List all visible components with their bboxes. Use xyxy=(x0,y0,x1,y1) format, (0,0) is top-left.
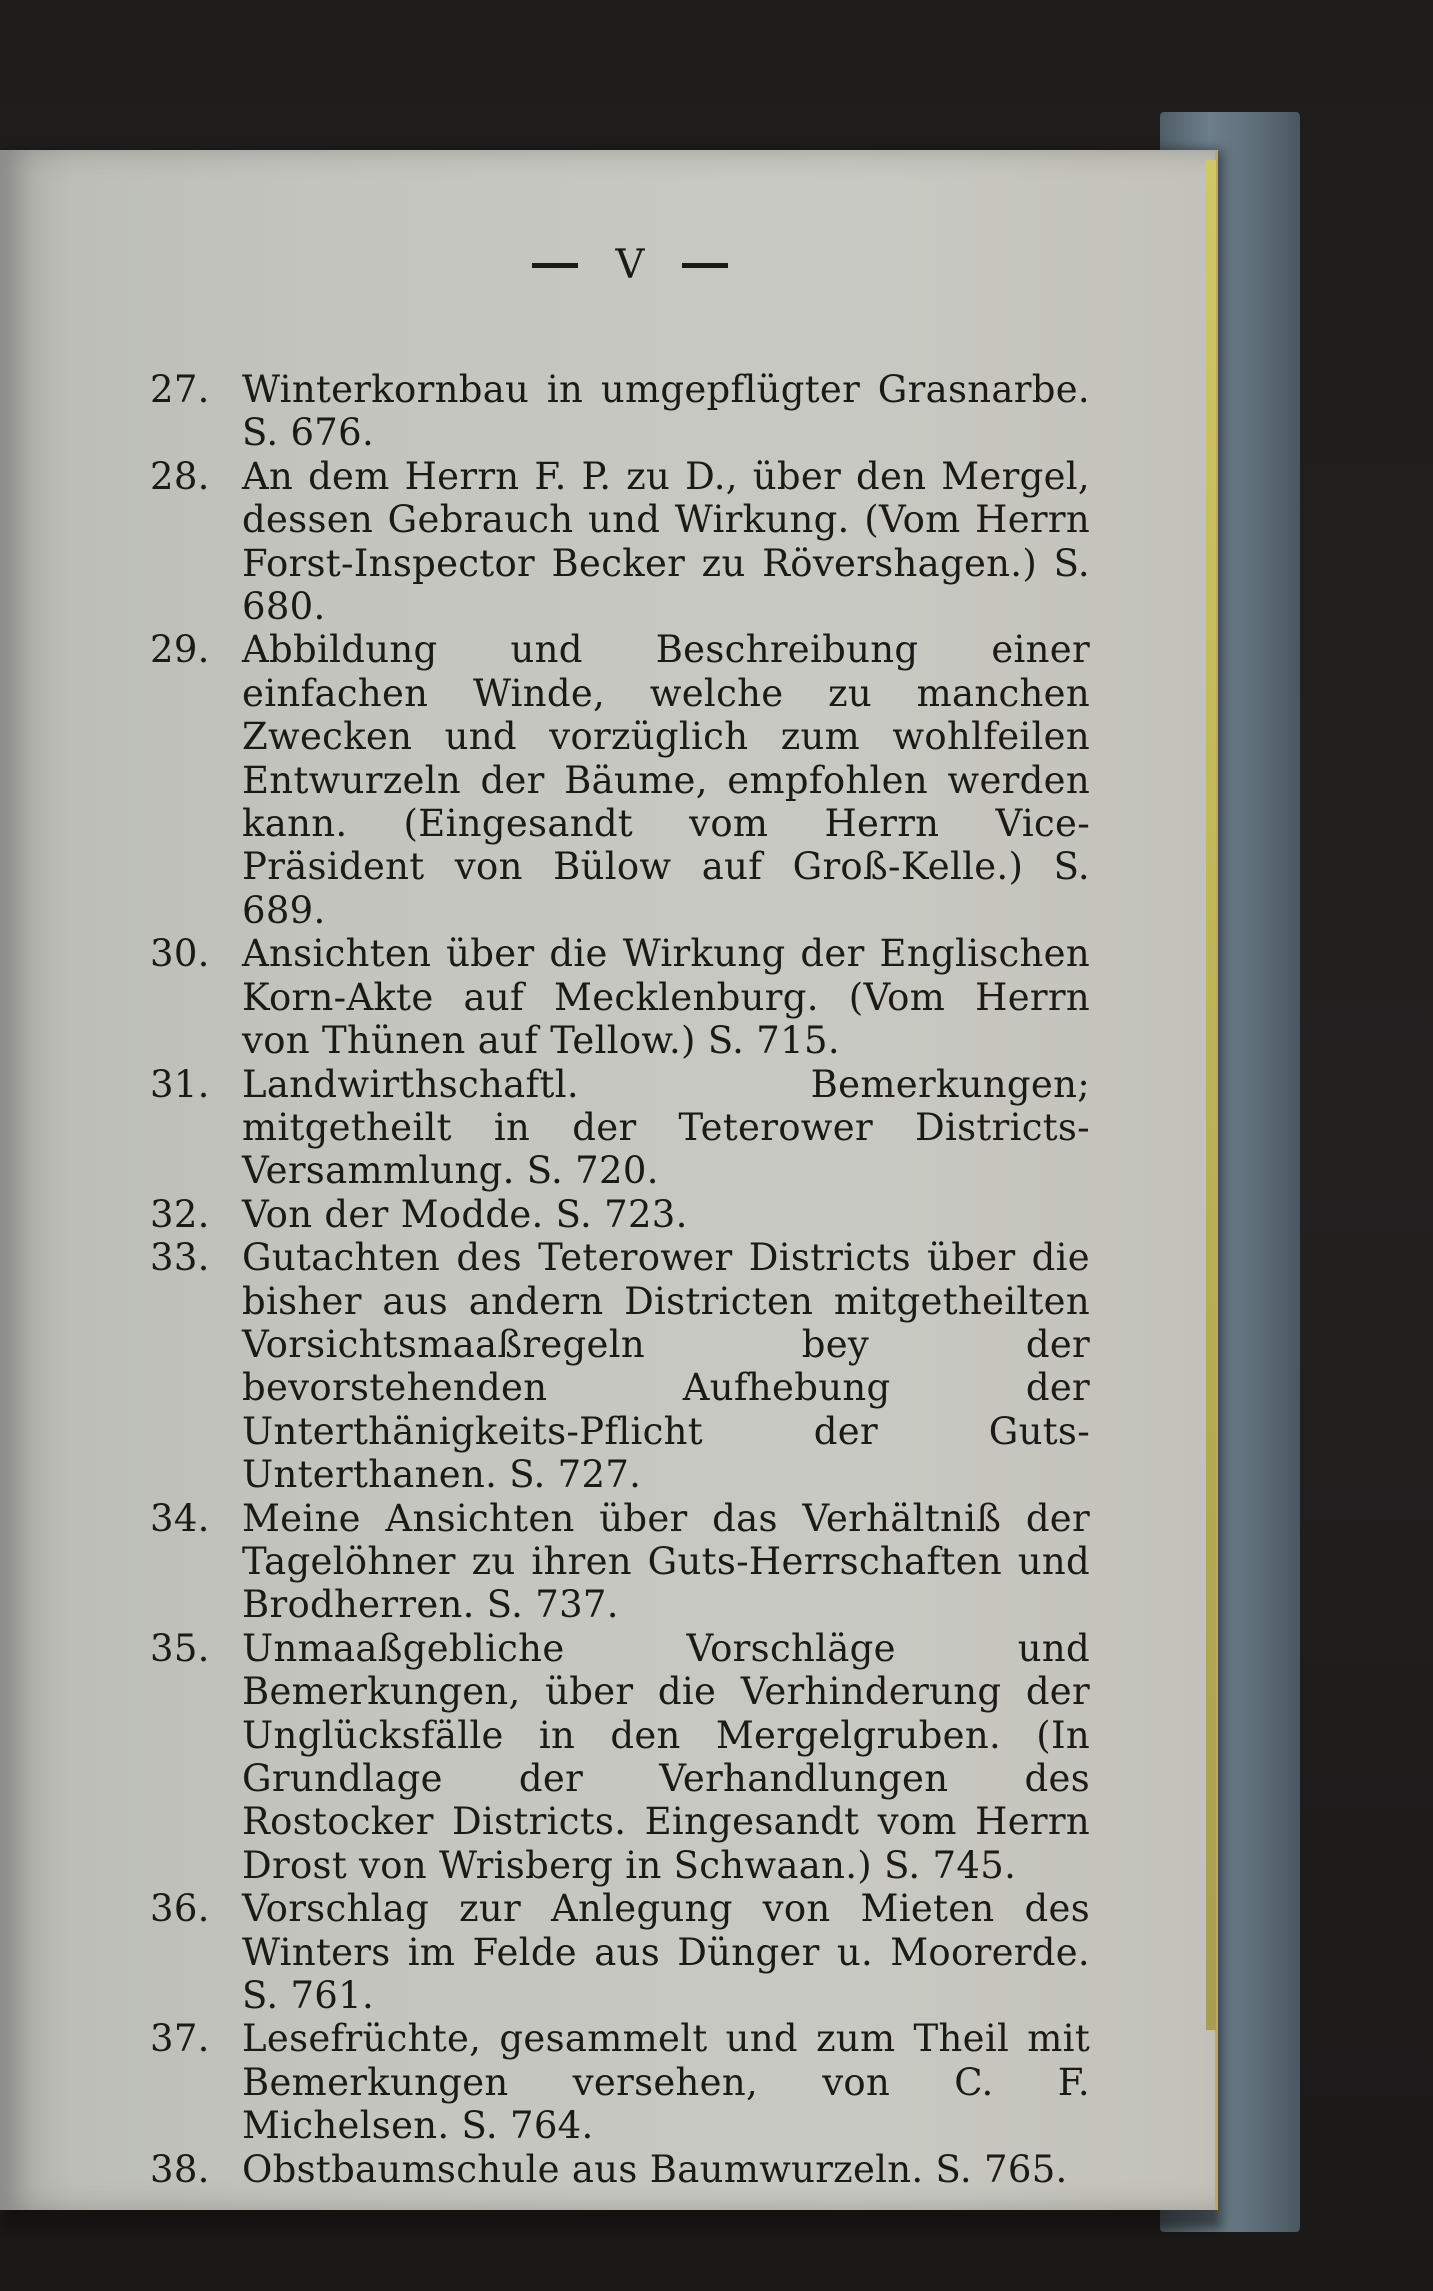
entry-title: An dem Herrn F. P. zu D., über den Mergel, dessen Gebrauch und Wirkung. (Vom Herrn Forst-Inspector Becker zu Rövershagen.) S. 680. xyxy=(242,454,1090,629)
contents-entry xyxy=(150,2017,1090,2147)
contents-entry xyxy=(150,1063,1090,1193)
contents-list xyxy=(150,368,1090,2191)
entry-title: Obstbaumschule aus Baumwurzeln. S. 765. xyxy=(242,2147,1068,2191)
header-rule-left xyxy=(532,263,578,268)
entry-title: Gutachten des Teterower Districts über die bisher aus andern Districten mitgetheilten Vorsichtsmaaßregeln bey der bevorstehenden Aufhebung der Unterthänigkeits-Pflicht der Guts-Unterthanen. S. 727. xyxy=(242,1236,1090,1497)
entry-number: 32. xyxy=(150,1192,210,1236)
contents-entry xyxy=(150,1193,1090,1236)
entry-number: 36. xyxy=(150,1887,210,1931)
entry-title: Lesefrüchte, gesammelt und zum Theil mit Bemerkungen versehen, von C. F. Michelsen. S. 764. xyxy=(242,2017,1090,2148)
entry-title: Vorschlag zur Anlegung von Mieten des Winters im Felde aus Dünger u. Moorerde. S. 761. xyxy=(242,1887,1090,2018)
entry-title: Landwirthschaftl. Bemerkungen; mitgetheilt in der Teterower Districts-Versammlung. S. 720. xyxy=(242,1062,1090,1193)
gilt-page-edge xyxy=(1206,160,1216,2030)
contents-entry xyxy=(150,932,1090,1062)
entry-title: Meine Ansichten über das Verhältniß der Tagelöhner zu ihren Guts-Herrschaften und Brodherren. S. 737. xyxy=(242,1496,1090,1627)
entry-number: 30. xyxy=(150,932,210,976)
page-numeral: V xyxy=(615,242,645,288)
entry-number: 34. xyxy=(150,1496,210,1540)
contents-entry xyxy=(150,455,1090,629)
entry-title: Ansichten über die Wirkung der Englischen Korn-Akte auf Mecklenburg. (Vom Herrn von Thünen auf Tellow.) S. 715. xyxy=(242,932,1090,1063)
entry-title: Unmaaßgebliche Vorschläge und Bemerkungen, über die Verhinderung der Unglücksfälle in den Mergelgruben. (In Grundlage der Verhandlungen des Rostocker Districts. Eingesandt vom Herrn Drost von Wrisberg in Schwaan.) S. 745. xyxy=(242,1626,1090,1887)
contents-entry xyxy=(150,2148,1090,2191)
entry-title: Von der Modde. S. 723. xyxy=(242,1192,688,1236)
entry-number: 31. xyxy=(150,1062,210,1106)
contents-entry xyxy=(150,628,1090,932)
contents-entry xyxy=(150,1236,1090,1496)
entry-title: Winterkornbau in umgepflügter Grasnarbe. S. 676. xyxy=(242,368,1090,455)
entry-title: Abbildung und Beschreibung einer einfachen Winde, welche zu manchen Zwecken und vorzüglich zum wohlfeilen Entwurzeln der Bäume, empfohlen werden kann. (Eingesandt vom Herrn Vice-Präsident von Bülow auf Groß-Kelle.) S. 689. xyxy=(242,628,1090,932)
header-rule-right xyxy=(682,263,728,268)
contents-entry xyxy=(150,1627,1090,1887)
entry-number: 27. xyxy=(150,368,210,411)
contents-entry xyxy=(150,368,1090,455)
entry-number: 28. xyxy=(150,454,210,498)
entry-number: 38. xyxy=(150,2147,210,2191)
entry-number: 37. xyxy=(150,2017,210,2061)
page-content xyxy=(150,240,1090,2191)
entry-number: 35. xyxy=(150,1626,210,1670)
page-header xyxy=(170,240,1090,290)
entry-number: 29. xyxy=(150,628,210,672)
contents-entry xyxy=(150,1497,1090,1627)
entry-number: 33. xyxy=(150,1236,210,1280)
contents-entry xyxy=(150,1887,1090,2017)
